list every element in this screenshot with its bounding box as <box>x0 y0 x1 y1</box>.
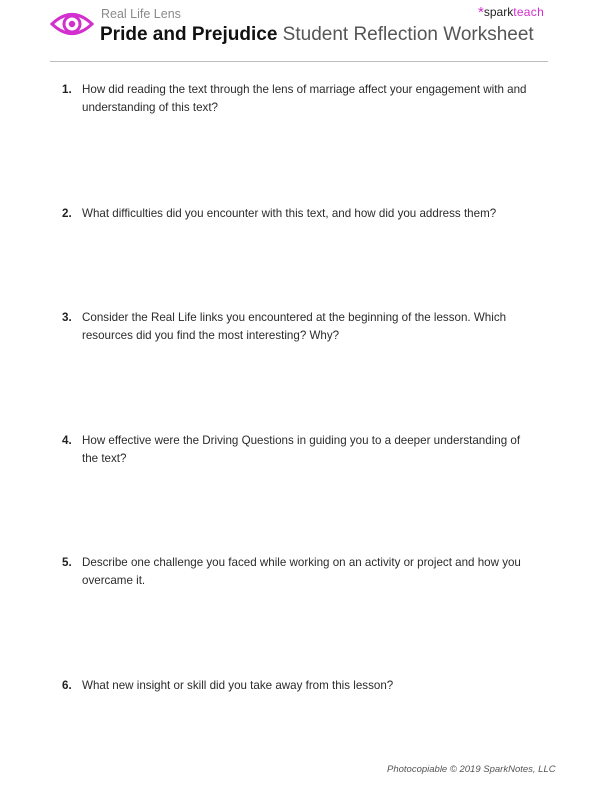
question-text: What new insight or skill did you take away from this lesson? <box>82 679 394 692</box>
asterisk-icon: * <box>478 4 484 21</box>
question-4 <box>62 432 532 468</box>
brand-logo <box>478 4 544 21</box>
copyright-footer: Photocopiable © 2019 SparkNotes, LLC <box>387 764 556 775</box>
question-number: 6. <box>62 679 72 692</box>
series-label: Real Life Lens <box>101 7 181 21</box>
question-2 <box>62 205 532 223</box>
brand-prefix: spark <box>483 5 514 19</box>
header-divider <box>50 61 548 62</box>
worksheet-title: Student Reflection Worksheet <box>277 24 534 45</box>
page-title <box>100 24 534 46</box>
question-text: What difficulties did you encounter with this text, and how did you address them? <box>82 207 497 220</box>
question-5 <box>62 554 532 590</box>
question-number: 2. <box>62 207 72 220</box>
question-number: 1. <box>62 83 72 96</box>
brand-suffix: teach <box>513 5 545 19</box>
question-text: Consider the Real Life links you encountered at the beginning of the lesson. Which resources did you find the most interesting? Why? <box>82 311 507 342</box>
question-3 <box>62 309 532 345</box>
question-text: How effective were the Driving Questions in guiding you to a deeper understanding of the text? <box>82 434 521 465</box>
question-6 <box>62 677 532 695</box>
eye-icon <box>49 7 95 41</box>
page-header <box>0 0 613 64</box>
question-text: How did reading the text through the lens of marriage affect your engagement with and understanding of this text? <box>82 83 527 114</box>
question-number: 4. <box>62 434 72 447</box>
question-number: 5. <box>62 556 72 569</box>
question-1 <box>62 81 532 117</box>
question-number: 3. <box>62 311 72 324</box>
book-title: Pride and Prejudice <box>100 24 278 45</box>
question-text: Describe one challenge you faced while working on an activity or project and how you overcame it. <box>82 556 521 587</box>
